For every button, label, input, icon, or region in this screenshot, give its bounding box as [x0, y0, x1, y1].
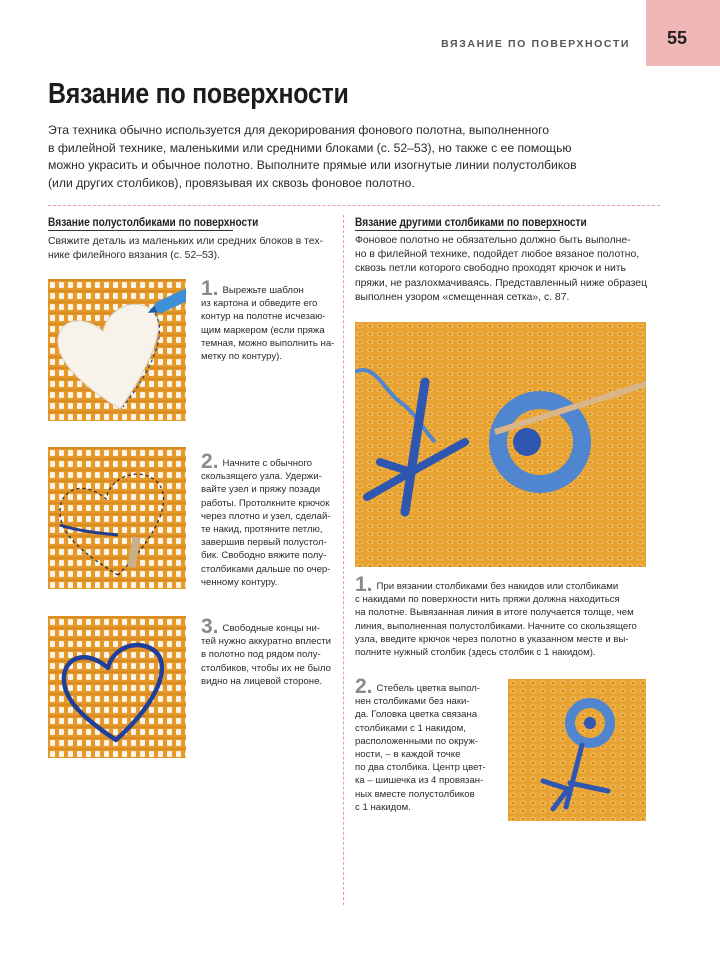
intro-line: в филейной технике, маленькими или средними блоками (с. 52–53), но также с ее помощью	[48, 140, 572, 155]
lead-line: нике филейного вязания (с. 52–53).	[48, 250, 220, 262]
left-section-lead	[48, 235, 323, 263]
left-step1-text: 1. Вырежьте шаблон из картона и обведите его контур на полотне исчезаю- щим маркером (если пряжа темная, можно выполнить на- метку по контуру).	[201, 277, 335, 363]
intro-line: можно украсить и обычное полотно. Выполните прямые или изогнутые линии полустолбиков	[48, 158, 577, 172]
step3-photo	[48, 616, 186, 758]
step-number: 1.	[201, 277, 219, 300]
step-number: 2.	[355, 675, 373, 698]
right-step1-photo	[355, 322, 646, 567]
intro-paragraph	[48, 122, 660, 192]
lead-line: Свяжите деталь из маленьких или средних блоков в тех-	[48, 236, 323, 247]
right-section-heading: Вязание другими столбиками по поверхности	[355, 217, 587, 229]
intro-line: (или других столбиков), провязывая их сквозь фоновое полотно.	[48, 175, 415, 190]
page-title: Вязание по поверхности	[48, 78, 349, 110]
step2-photo	[48, 447, 186, 589]
right-section-lead: Фоновое полотно не обязательно должно быть выполне- но в филейной технике, подойдет любое вязаное полотно, сквозь петли которого свободно проходят крючок и нить пряжи, не разлохмачиваясь. Представленный ниже образец выполнен узором «смещенная сетка», с. 87.	[355, 235, 648, 303]
right-step1-text: 1. При вязании столбиками без накидов или столбиками с накидами по поверхности нить пряжи должна находиться на полотне. Вывязанная линия в итоге получается толще, чем линия, выполненная полустолбиками. Начните со скользящего узла, введите крючок через полотно в указанном месте и вы- полните нужный столбик (здесь столбик с 1 накидом).	[355, 573, 637, 659]
right-section-heading-block	[355, 217, 655, 231]
step-number: 3.	[201, 615, 219, 638]
right-step2-photo	[508, 679, 646, 821]
left-section-heading: Вязание полустолбиками по поверхности	[48, 217, 259, 229]
step-number: 1.	[355, 573, 373, 596]
section-divider	[48, 205, 660, 206]
left-section-heading-block	[48, 217, 333, 231]
step-number: 2.	[201, 450, 219, 473]
step1-photo	[48, 279, 186, 421]
left-step3-text: 3. Свободные концы ни- тей нужно аккуратно вплести в полотно под рядом полу- столбиков, чтобы их не было видно на лицевой стороне.	[201, 615, 332, 687]
heading-underline	[48, 230, 233, 231]
page-number: 55	[666, 28, 688, 48]
left-step2-text: 2. Начните с обычного скользящего узла. Удержи- вайте узел и пряжу позади работы. Протолкните крючок через плотно и узел, сделай- те накид, протяните петлю, завершив первый полустол- бик. Свободно вяжите полу- столбиками дальше по очер- ченному контуру.	[201, 450, 331, 588]
column-divider	[343, 215, 344, 905]
intro-line: Эта техника обычно используется для декорирования фонового полотна, выполненного	[48, 123, 550, 137]
running-head: ВЯЗАНИЕ ПО ПОВЕРХНОСТИ	[441, 38, 630, 50]
heading-underline	[355, 230, 560, 231]
right-step2-text: 2. Стебель цветка выпол- нен столбиками без наки- да. Головка цветка связана столбиками с 1 накидом, расположенными по окруж- ности, – в каждой точке по два столбика. Центр цвет- ка – шишечка из 4 провязан- ных вместе полустолбиков с 1 накидом.	[355, 675, 486, 813]
